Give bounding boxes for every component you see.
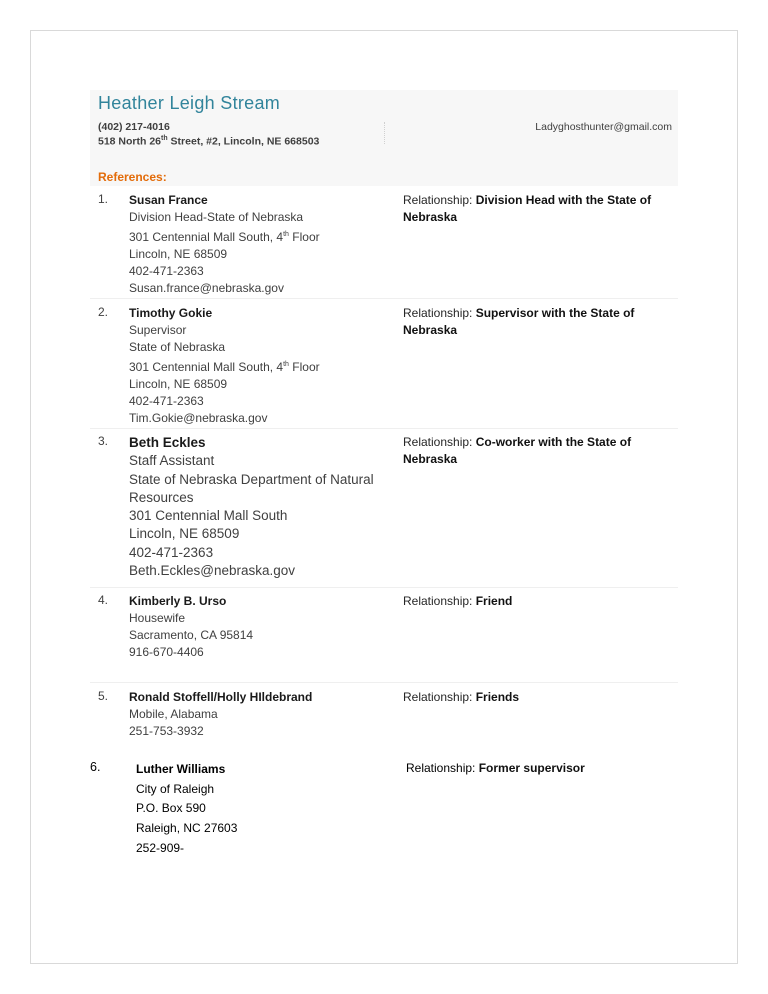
- reference-number: 3.: [98, 434, 109, 448]
- reference-number: 2.: [98, 305, 109, 319]
- reference-title: Supervisor: [129, 323, 187, 337]
- reference-phone: 251-753-3932: [129, 724, 204, 738]
- reference-city: Lincoln, NE 68509: [129, 526, 240, 542]
- reference-contact: [136, 760, 386, 859]
- candidate-name: Heather Leigh Stream: [98, 93, 281, 113]
- reference-box: P.O. Box 590: [136, 801, 206, 816]
- reference-phone: 252-909-: [136, 840, 185, 855]
- reference-item: [88, 760, 688, 870]
- reference-org: State of Nebraska: [129, 340, 226, 354]
- reference-item: [90, 689, 678, 744]
- reference-phone: 402-471-2363: [129, 264, 204, 278]
- references-heading: References:: [98, 170, 167, 184]
- reference-city: Lincoln, NE 68509: [129, 377, 228, 391]
- reference-number: 5.: [98, 689, 109, 703]
- reference-relationship: Relationship: Former supervisor: [406, 761, 585, 775]
- reference-address: 301 Centennial Mall South, 4th Floor: [129, 360, 320, 374]
- candidate-email: Ladyghosthunter@gmail.com: [535, 121, 672, 133]
- reference-relationship: Relationship: Division Head with the State of Nebraska: [403, 193, 652, 224]
- reference-address: 301 Centennial Mall South, 4th Floor: [129, 230, 320, 244]
- reference-relationship: Relationship: Friend: [403, 594, 513, 608]
- reference-item: [90, 192, 678, 299]
- reference-name: Luther Williams: [136, 762, 226, 776]
- reference-number: 6.: [90, 760, 101, 774]
- reference-name: Timothy Gokie: [129, 306, 213, 320]
- header-divider: [384, 122, 385, 144]
- reference-email: Tim.Gokie@nebraska.gov: [129, 411, 268, 425]
- reference-zip: Raleigh, NC 27603: [136, 821, 238, 836]
- reference-item: [90, 593, 678, 683]
- resume-header: [90, 90, 678, 186]
- reference-relationship: Relationship: Supervisor with the State of Nebraska: [403, 306, 635, 337]
- reference-title: Housewife: [129, 611, 186, 625]
- reference-org: State of Nebraska Department of Natural Resources: [129, 471, 374, 505]
- reference-contact: [129, 593, 379, 661]
- reference-number: 1.: [98, 192, 109, 206]
- reference-item: [90, 434, 678, 588]
- reference-title: Division Head-State of Nebraska: [129, 210, 304, 224]
- reference-email: Beth.Eckles@nebraska.gov: [129, 563, 296, 579]
- reference-contact: [129, 192, 379, 297]
- reference-phone: 402-471-2363: [129, 394, 204, 408]
- reference-relationship: Relationship: Co-worker with the State of Nebraska: [403, 435, 632, 466]
- reference-contact: [129, 305, 379, 427]
- reference-title: Staff Assistant: [129, 453, 215, 469]
- reference-name: Beth Eckles: [129, 435, 206, 450]
- reference-city: Lincoln, NE 68509: [129, 247, 228, 261]
- reference-email: Susan.france@nebraska.gov: [129, 281, 284, 295]
- reference-phone: 402-471-2363: [129, 544, 214, 560]
- reference-city: Sacramento, CA 95814: [129, 628, 254, 642]
- reference-item: [90, 305, 678, 429]
- reference-number: 4.: [98, 593, 109, 607]
- candidate-address: 518 North 26th Street, #2, Lincoln, NE 668503: [98, 135, 320, 148]
- reference-relationship: Relationship: Friends: [403, 690, 520, 704]
- reference-name: Ronald Stoffell/Holly HIldebrand: [129, 690, 313, 704]
- reference-city: Mobile, Alabama: [129, 707, 218, 721]
- reference-name: Susan France: [129, 193, 208, 207]
- reference-contact: [129, 689, 379, 740]
- candidate-phone: (402) 217-4016: [98, 121, 170, 133]
- reference-address: 301 Centennial Mall South: [129, 508, 288, 524]
- reference-name: Kimberly B. Urso: [129, 594, 227, 608]
- reference-city: City of Raleigh: [136, 781, 215, 796]
- reference-phone: 916-670-4406: [129, 645, 204, 659]
- reference-contact: [129, 434, 389, 580]
